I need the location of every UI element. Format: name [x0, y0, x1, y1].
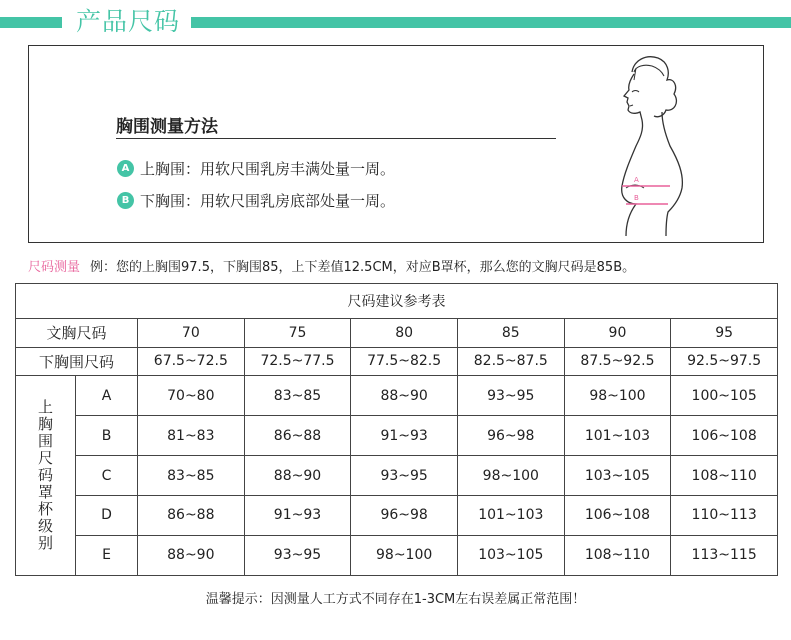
table-row-cup-d — [16, 496, 778, 536]
method-item-under-bust — [117, 190, 395, 211]
table-cell: 93~95 — [457, 376, 564, 416]
table-cell: 70~80 — [138, 376, 245, 416]
table-cell: 101~103 — [457, 496, 564, 536]
size-cell: 95 — [671, 319, 778, 348]
example-text: 例：您的上胸围97.5，下胸围85，上下差值12.5CM，对应B罩杯，那么您的文胸尺码是85B。 — [90, 260, 636, 275]
bust-measurement-figure-icon — [574, 50, 694, 238]
badge-b-icon: B — [117, 192, 134, 209]
header-bar-right — [191, 17, 791, 28]
table-cell: 98~100 — [351, 535, 458, 575]
bra-size-label: 文胸尺码 — [16, 319, 138, 348]
table-cell: 110~113 — [671, 496, 778, 536]
table-cell: 103~105 — [564, 456, 671, 496]
table-cell: 88~90 — [351, 376, 458, 416]
table-cell: 88~90 — [244, 456, 351, 496]
table-cell: 91~93 — [244, 496, 351, 536]
header-bar-left — [0, 17, 62, 28]
underbust-cell: 72.5~77.5 — [244, 347, 351, 376]
method-item-text: 下胸围：用软尺围乳房底部处量一周。 — [140, 192, 396, 210]
table-row-bra-size — [16, 319, 778, 348]
method-item-upper-bust — [117, 158, 395, 179]
table-cell: 86~88 — [138, 496, 245, 536]
page-title: 产品尺码 — [75, 7, 180, 36]
table-row-cup-e — [16, 535, 778, 575]
table-cell: 81~83 — [138, 416, 245, 456]
size-cell: 85 — [457, 319, 564, 348]
example-line — [28, 256, 635, 275]
cup-letter: D — [76, 496, 138, 536]
cup-letter: E — [76, 535, 138, 575]
table-cell: 113~115 — [671, 535, 778, 575]
table-row-cup-a — [16, 376, 778, 416]
size-cell: 70 — [138, 319, 245, 348]
underbust-cell: 92.5~97.5 — [671, 347, 778, 376]
size-cell: 75 — [244, 319, 351, 348]
table-cell: 88~90 — [138, 535, 245, 575]
figure-label-a: A — [634, 176, 639, 184]
page-header — [0, 0, 791, 44]
cup-group-label-text: 上胸围尺码罩杯级别 — [37, 398, 53, 553]
table-cell: 101~103 — [564, 416, 671, 456]
tip-text: 温馨提示：因测量人工方式不同存在1-3CM左右误差属正常范围！ — [205, 592, 586, 607]
cup-group-label — [16, 376, 76, 576]
underbust-cell: 67.5~72.5 — [138, 347, 245, 376]
table-cell: 83~85 — [138, 456, 245, 496]
size-chart-table — [15, 283, 778, 576]
table-cell: 86~88 — [244, 416, 351, 456]
table-cell: 93~95 — [351, 456, 458, 496]
table-row-cup-b — [16, 416, 778, 456]
table-caption: 尺码建议参考表 — [16, 284, 778, 319]
size-cell: 90 — [564, 319, 671, 348]
table-cell: 96~98 — [457, 416, 564, 456]
table-row-underbust — [16, 347, 778, 376]
table-cell: 103~105 — [457, 535, 564, 575]
badge-a-icon: A — [117, 160, 134, 177]
table-cell: 100~105 — [671, 376, 778, 416]
underbust-cell: 82.5~87.5 — [457, 347, 564, 376]
figure-label-b: B — [634, 194, 639, 202]
method-title: 胸围测量方法 — [116, 117, 218, 137]
table-cell: 91~93 — [351, 416, 458, 456]
table-cell: 98~100 — [564, 376, 671, 416]
table-cell: 93~95 — [244, 535, 351, 575]
table-cell: 83~85 — [244, 376, 351, 416]
method-title-underline — [116, 138, 556, 139]
cup-letter: B — [76, 416, 138, 456]
cup-letter: A — [76, 376, 138, 416]
table-cell: 106~108 — [671, 416, 778, 456]
table-cell: 98~100 — [457, 456, 564, 496]
table-cell: 108~110 — [671, 456, 778, 496]
table-cell: 108~110 — [564, 535, 671, 575]
size-cell: 80 — [351, 319, 458, 348]
table-row-cup-c — [16, 456, 778, 496]
underbust-cell: 77.5~82.5 — [351, 347, 458, 376]
underbust-label: 下胸围尺码 — [16, 347, 138, 376]
table-cell: 96~98 — [351, 496, 458, 536]
cup-letter: C — [76, 456, 138, 496]
measurement-method-panel — [28, 45, 764, 243]
example-label: 尺码测量 — [28, 260, 81, 275]
table-cell: 106~108 — [564, 496, 671, 536]
table-caption-row — [16, 284, 778, 319]
method-item-text: 上胸围：用软尺围乳房丰满处量一周。 — [140, 160, 396, 178]
underbust-cell: 87.5~92.5 — [564, 347, 671, 376]
